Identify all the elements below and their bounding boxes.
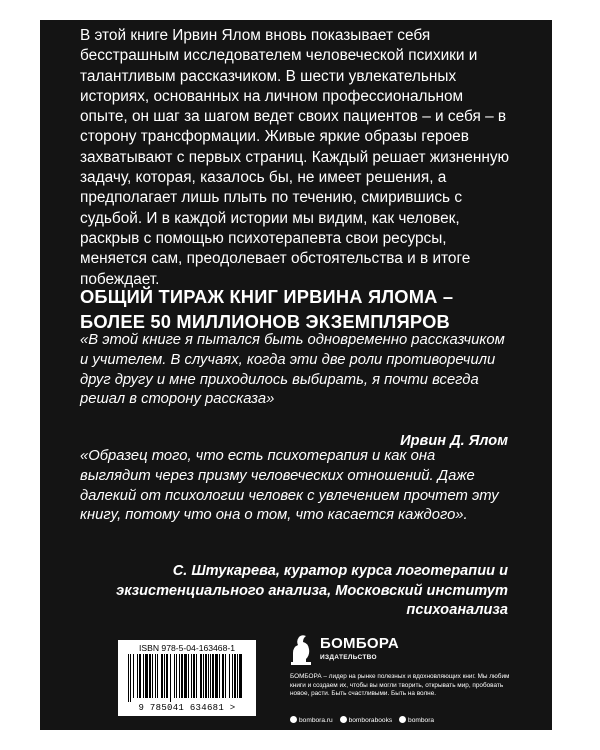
barcode-bar	[200, 654, 202, 698]
barcode-bar	[229, 654, 230, 698]
barcode-bar	[179, 654, 180, 698]
heading-line-2: БОЛЕЕ 50 МИЛЛИОНОВ ЭКЗЕМПЛЯРОВ	[80, 311, 450, 332]
review-attribution: С. Штукарева, куратор курса логотерапии и экзистенциального анализа, Московский институт психоанализа	[116, 563, 508, 618]
social-website[interactable]	[290, 716, 333, 725]
barcode-bar	[188, 654, 189, 698]
barcode-bar	[137, 654, 138, 698]
barcode-bar	[215, 654, 218, 698]
barcode-bar	[210, 654, 211, 698]
book-blurb: В этой книге Ирвин Ялом вновь показывает себя бесстрашным исследователем человеческой психики и талантливым рассказчиком. В шести увлекательных историях, основанных на личном профессиональном опыте, он шаг за шагом ведет своих пациентов – и себя – в сторону трансформации. Живые яркие образы героев захватывают с первых страниц. Каждый решает жизненную задачу, которая, казалось бы, не имеет решения, а предполагает лишь плыть по течению, смирившись с судьбой. И в каждой истории мы видим, как человек, раскрыв с помощью психотерапевта свои ресурсы, меняется сам, преодолевает обстоятельства и в итоге побеждает.	[80, 27, 510, 288]
barcode-bar	[191, 654, 192, 698]
publisher-logo	[290, 633, 400, 673]
barcode-bar	[208, 654, 209, 698]
isbn-label: ISBN 978-5-04-163468-1	[138, 643, 236, 653]
barcode-bar	[212, 654, 214, 698]
barcode-bar	[128, 654, 129, 702]
social-vk-label: bomborabooks	[348, 717, 393, 724]
barcode-bar	[176, 654, 177, 698]
barcode-bar	[170, 654, 171, 702]
barcode-bar	[219, 654, 220, 698]
heading-line-1: ОБЩИЙ ТИРАЖ КНИГ ИРВИНА ЯЛОМА –	[80, 286, 454, 307]
barcode	[122, 654, 252, 702]
barcode-bar	[193, 654, 195, 698]
barcode-bar	[239, 654, 242, 698]
social-vk[interactable]	[340, 716, 393, 725]
barcode-bar	[143, 654, 144, 698]
barcode-bar	[166, 654, 168, 698]
author-quote: «В этой книге я пытался быть одновременно рассказчиком и учителем. В случаях, когда эти две роли противоречили друг другу и мне приходилось выбирать, я почти всегда решал в сторону рассказа»	[80, 332, 505, 408]
social-website-label: bombora.ru	[299, 717, 333, 724]
bombora-wave-icon	[290, 633, 312, 665]
barcode-bar	[205, 654, 207, 698]
social-telegram[interactable]	[399, 716, 434, 725]
barcode-bar	[237, 654, 238, 698]
barcode-bar	[157, 654, 158, 698]
barcode-bar	[203, 654, 204, 698]
barcode-bar	[181, 654, 183, 698]
barcode-panel	[118, 640, 256, 716]
barcode-bar	[196, 654, 197, 698]
barcode-bar	[139, 654, 141, 698]
barcode-bar	[232, 654, 233, 698]
barcode-bar	[130, 654, 131, 702]
barcode-bar	[149, 654, 151, 698]
review-quote: «Образец того, что есть психотерапия и как она выглядит через призму человеческих отношений. Даже далекий от психологии человек с увлечением прочтет эту книгу, потому что она о том, что касается каждого».	[80, 448, 499, 524]
publisher-description: БОМБОРА – лидер на рынке полезных и вдохновляющих книг. Мы любим книги и создаем их, чтобы вы могли творить, открывать мир, пробовать новое, расти. Быть счастливыми. Быть на волне.	[290, 673, 510, 698]
barcode-bar	[222, 654, 224, 698]
barcode-bar	[152, 654, 153, 698]
barcode-bar	[164, 654, 165, 698]
barcode-bar	[133, 654, 134, 698]
barcode-bar	[234, 654, 236, 698]
barcode-number: 9 785041 634681 >	[138, 703, 236, 713]
barcode-bar	[225, 654, 226, 698]
barcode-bar	[145, 654, 148, 698]
publisher-socials	[290, 716, 510, 726]
publisher-subtitle: ИЗДАТЕЛЬСТВО	[320, 654, 377, 661]
barcode-bar	[155, 654, 156, 698]
barcode-bar	[184, 654, 187, 698]
social-telegram-label: bombora	[408, 717, 435, 724]
vk-icon	[340, 716, 347, 723]
barcode-bar	[174, 654, 175, 698]
publisher-name: БОМБОРА	[320, 635, 400, 652]
barcode-bar	[161, 654, 163, 698]
globe-icon	[290, 716, 297, 723]
telegram-icon	[399, 716, 406, 723]
author-attribution: Ирвин Д. Ялом	[400, 433, 508, 449]
circulation-heading	[80, 284, 520, 334]
